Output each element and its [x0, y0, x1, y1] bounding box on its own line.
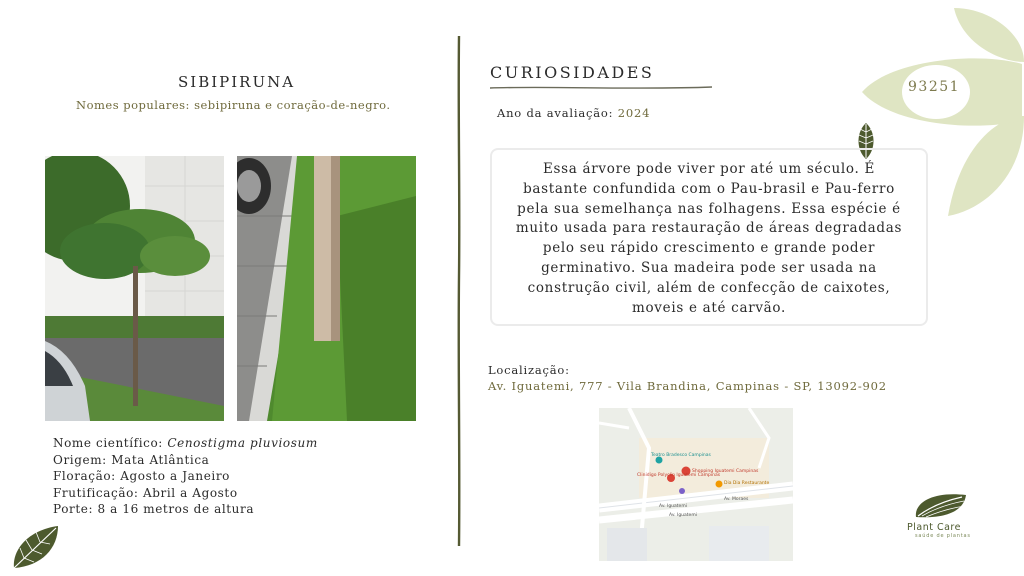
brand-tagline: saúde de plantas — [915, 533, 971, 539]
leaf-icon — [10, 522, 62, 572]
scientific-name: Nome científico: Cenostigma pluviosum — [53, 436, 318, 450]
map-label-theater: Teatro Bradesco Campinas — [651, 453, 711, 458]
map-label-mall: Shopping Iguatemi Campinas — [692, 469, 759, 474]
size: Porte: 8 a 16 metros de altura — [53, 502, 255, 516]
brand-name: Plant Care — [907, 522, 961, 533]
map-street-3: Av. Iguatemi — [669, 513, 697, 518]
map-street-2: Av. Moraes — [724, 497, 749, 502]
vertical-divider — [455, 36, 463, 546]
curiosities-title: CURIOSIDADES — [490, 63, 655, 82]
location-map — [599, 408, 793, 561]
curiosities-text: Essa árvore pode viver por até um século. É bastante confundida com o Pau-brasil e Pau-ferro pela sua semelhança nas folhagens. Essa espécie é muito usada para restauração de áreas degradadas pelo seu rápido crescimento e grande poder germinativo. Sua madeira pode ser usada na construção civil, além de confecção de caixotes, moveis e até carvão. — [515, 161, 903, 316]
plant-facts — [53, 435, 318, 518]
plant-name: SIBIPIRUNA — [178, 73, 296, 91]
map-street-1: Av. Iguatemi — [659, 504, 687, 509]
curiosities-box — [490, 148, 928, 326]
location-address: Av. Iguatemi, 777 - Vila Brandina, Campinas - SP, 13092-902 — [488, 379, 887, 393]
popular-names: Nomes populares: sebipiruna e coração-de-negro. — [76, 98, 391, 112]
map-label-poi: Dia Dia Restaurante — [724, 481, 770, 486]
fruiting: Frutificação: Abril a Agosto — [53, 485, 238, 500]
tree-photo — [45, 156, 224, 421]
record-id: 93251 — [908, 79, 961, 95]
map-label-hospital: Clinidigo Polyclin Iguatemi Campinas — [637, 473, 721, 478]
trunk-photo — [237, 156, 416, 421]
origin: Origem: Mata Atlântica — [53, 452, 210, 467]
evaluation-year: Ano da avaliação: 2024 — [497, 106, 651, 120]
location-label: Localização: — [488, 363, 570, 377]
flowering: Floração: Agosto a Janeiro — [53, 469, 230, 483]
title-underline — [490, 84, 712, 92]
